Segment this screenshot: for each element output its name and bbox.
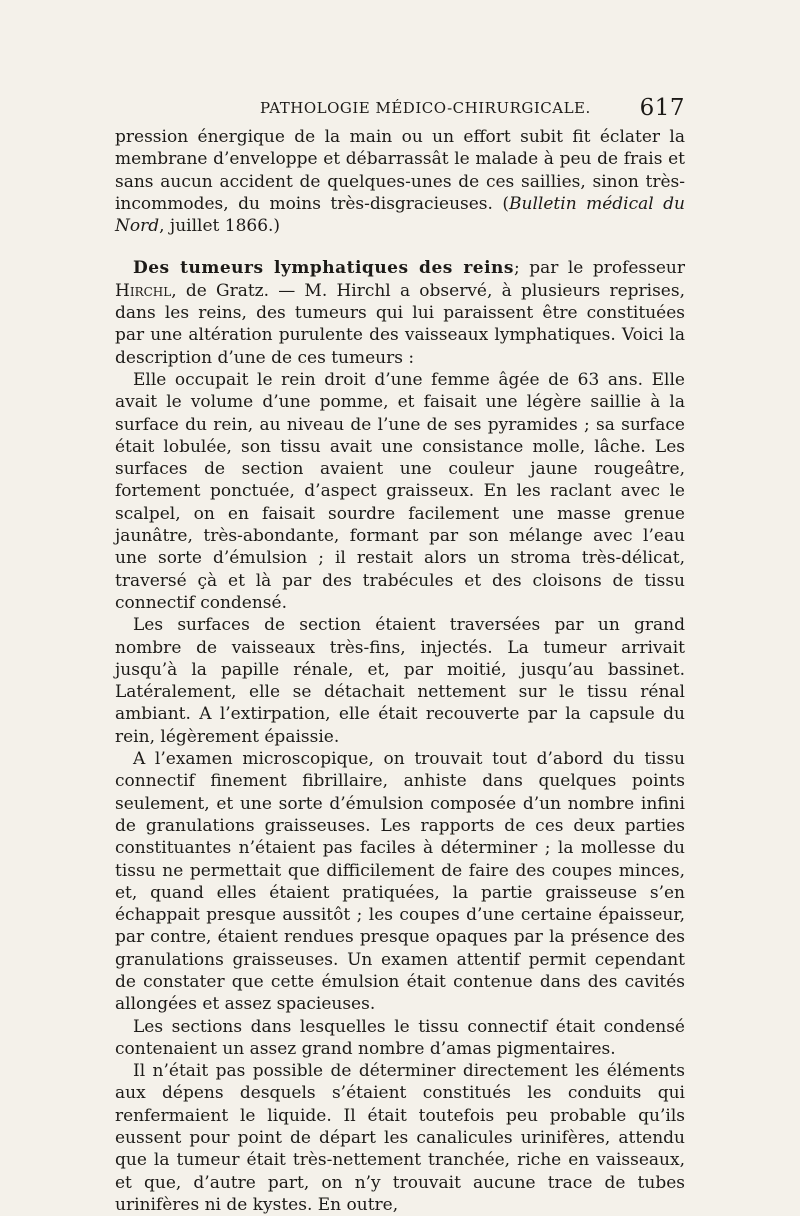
- body-paragraph: Elle occupait le rein droit d’une femme âgée de 63 ans. Elle avait le volume d’une pomme, et faisait une légère saillie à la surface du rein, au niveau de l’une de ses pyramides ; sa surface était lobulée, son tissu avait une consistance molle, lâche. Les surfaces de section avaient une couleur jaune rougeâtre, fortement ponctuée, d’aspect graisseux. En les raclant avec le scalpel, on en faisait sourdre facilement une masse grenue jaunâtre, très-abondante, formant par son mélange avec l’eau une sorte d’émulsion ; il restait alors un stroma très-délicat, traversé çà et là par des trabécules et des cloisons de tissu connectif condensé.: [115, 369, 685, 613]
- body-paragraph: Il n’était pas possible de déterminer directement les éléments aux dépens desquels s’étaient constitués les conduits qui renfermaient le liquide. Il était toutefois peu probable qu’ils eussent pour point de départ les canalicules urinifères, attendu que la tumeur était très-nettement tranchée, riche en vaisseaux, et que, d’autre part, on n’y trouvait aucune trace de tubes urinifères ni de kystes. En outre,: [115, 1061, 685, 1215]
- intro-text: pression énergique de la main ou un effort subit fit éclater la membrane d’enveloppe et débarrassât le malade à peu de frais et sans aucun accident de quelques-unes de ces saillies, sinon très-incommodes, du moins très-disgracieuses. (: [115, 127, 685, 214]
- intro-paragraph: [115, 126, 685, 237]
- page-body: [115, 126, 685, 1216]
- body-paragraph: Les surfaces de section étaient traversées par un grand nombre de vaisseaux très-fins, injectés. La tumeur arrivait jusqu’à la papille rénale, et, par moitié, jusqu’au bassinet. Latéralement, elle se détachait nettement sur le tissu rénal ambiant. A l’extirpation, elle était recouverte par la capsule du rein, légèrement épaissie.: [115, 615, 685, 747]
- page-header: [110, 95, 685, 125]
- article-title: Des tumeurs lymphatiques des reins: [133, 258, 514, 279]
- page-number: 617: [639, 95, 685, 121]
- article-author: Hirchl: [115, 280, 172, 301]
- body-paragraph: A l’examen microscopique, on trouvait tout d’abord du tissu connectif finement fibrillaire, anhiste dans quelques points seulement, et une sorte d’émulsion composée d’un nombre infini de granulations graisseuses. Les rapports de ces deux parties constituantes n’étaient pas faciles à déterminer ; la mollesse du tissu ne permettait que difficilement de faire des coupes minces, et, quand elles étaient pratiquées, la partie graisseuse s’en échappait presque aussitôt ; les coupes d’une certaine épaisseur, par contre, étaient rendues presque opaques par la présence des granulations graisseuses. Un examen attentif permit cependant de constater que cette émulsion était contenue dans des cavités allongées et assez spacieuses.: [115, 749, 685, 1015]
- article-lead-paragraph: [115, 257, 685, 368]
- citation: Bulletin médical du Nord: [115, 193, 685, 237]
- body-paragraph: Les sections dans lesquelles le tissu connectif était condensé contenaient un assez grand nombre d’amas pigmentaires.: [115, 1016, 685, 1059]
- article-by: ; par le professeur: [514, 258, 686, 279]
- running-head: PATHOLOGIE MÉDICO-CHIRURGICALE.: [260, 99, 591, 117]
- intro-tail: , juillet 1866.): [159, 216, 281, 237]
- article-lead: , de Gratz. — M. Hirchl a observé, à plusieurs reprises, dans les reins, des tumeurs qui lui paraissent être constituées par une altération purulente des vaisseaux lymphatiques. Voici la description d’une de ces tumeurs :: [115, 280, 685, 368]
